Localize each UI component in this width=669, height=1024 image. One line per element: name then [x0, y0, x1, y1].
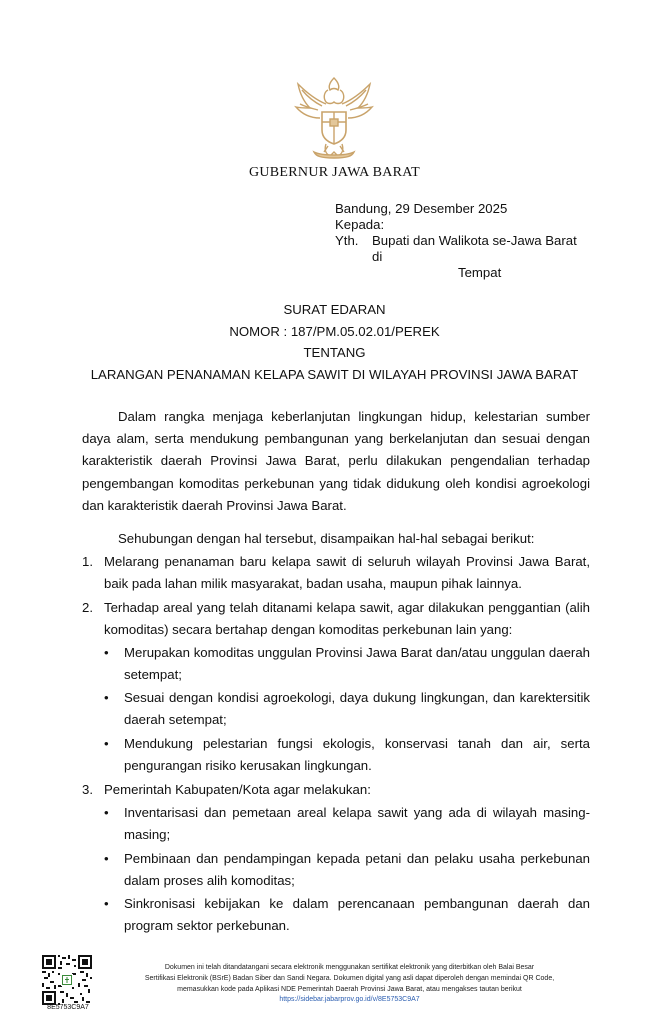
paragraph-1: Dalam rangka menjaga keberlanjutan lingkungan hidup, kelestarian sumber daya alam, serta mendukung pembangunan yang berkelanjutan dan sesuai dengan karakteristik daerah Provinsi Jawa Barat, perlu dilakukan pengendalian terhadap pengembangan komoditas perkebunan yang tidak didukung oleh kondisi agroekologi dan karakteristik daerah Provinsi Jawa Barat.	[82, 409, 590, 513]
letter-type: SURAT EDARAN	[283, 302, 386, 317]
item-3-bullet-2: Pembinaan dan pendampingan kepada petani dan pelaku usaha perkebunan dalam proses alih komoditas;	[124, 851, 590, 889]
qr-code-id: 8E5753C9A7	[47, 1004, 89, 1011]
bullet-icon: •	[104, 805, 109, 820]
paragraph-2: Sehubungan dengan hal tersebut, disampaikan hal-hal sebagai berikut:	[118, 531, 535, 546]
item-2-bullet-3: Mendukung pelestarian fungsi ekologis, konservasi tanah dan air, serta pengurangan risiko kerusakan lingkungan.	[124, 736, 590, 774]
bullet-icon: •	[104, 851, 109, 866]
item-2-bullet-2: Sesuai dengan kondisi agroekologi, daya dukung lingkungan, dan karektersitik daerah setempat;	[124, 690, 590, 728]
garuda-emblem-icon	[292, 74, 376, 160]
bullet-icon: •	[104, 896, 109, 911]
tentang-label: TENTANG	[303, 345, 366, 360]
item-2-number: 2.	[82, 600, 93, 615]
item-2-bullet-1: Merupakan komoditas unggulan Provinsi Jawa Barat dan/atau unggulan daerah setempat;	[124, 645, 590, 683]
letter-subject: LARANGAN PENANAMAN KELAPA SAWIT DI WILAYAH PROVINSI JAWA BARAT	[90, 367, 579, 382]
bullet-icon: •	[104, 690, 109, 705]
item-3-text: Pemerintah Kabupaten/Kota agar melakukan:	[104, 782, 371, 797]
item-1-text: Melarang penanaman baru kelapa sawit di seluruh wilayah Provinsi Jawa Barat, baik pada lahan milik masyarakat, badan usaha, maupun pihak lainnya.	[104, 554, 590, 592]
letter-number: NOMOR : 187/PM.05.02.01/PEREK	[229, 324, 440, 339]
bullet-icon: •	[104, 736, 109, 751]
item-2-text: Terhadap areal yang telah ditanami kelapa sawit, agar dilakukan penggantian (alih komoditas) secara bertahap dengan komoditas perkebunan lain yang:	[104, 600, 590, 638]
esign-note-line: Sertifikasi Elektronik (BSrE) Badan Siber dan Sandi Negara. Dokumen digital yang asli dapat diperoleh dengan memindai QR Code,	[144, 974, 555, 982]
qr-code-icon[interactable]	[42, 955, 92, 1005]
esign-note-line: memasukkan kode pada Aplikasi NDE Pemerintah Daerah Provinsi Jawa Barat, atau mengakses tautan berikut	[177, 985, 522, 993]
kepada-label: Kepada:	[335, 217, 385, 232]
tempat-label: Tempat	[458, 265, 502, 280]
di-label: di	[372, 249, 383, 264]
recipient: Bupati dan Walikota se-Jawa Barat	[372, 233, 577, 248]
item-1-number: 1.	[82, 554, 93, 569]
bullet-icon: •	[104, 645, 109, 660]
item-3-bullet-1: Inventarisasi dan pemetaan areal kelapa sawit yang ada di wilayah masing-masing;	[124, 805, 590, 843]
item-3-bullet-3: Sinkronisasi kebijakan ke dalam perencanaan pembangunan daerah dan program sektor perkebunan.	[124, 896, 590, 934]
letterhead-title: GUBERNUR JAWA BARAT	[248, 165, 421, 180]
yth-label: Yth.	[335, 233, 359, 248]
place-date: Bandung, 29 Desember 2025	[335, 201, 508, 216]
verification-link[interactable]: https://sidebar.jabarprov.go.id/v/8E5753C9A7	[279, 996, 420, 1004]
esign-note	[112, 963, 587, 1006]
esign-note-line: Dokumen ini telah ditandatangani secara elektronik menggunakan sertifikat elektronik yang diterbitkan oleh Balai Besar	[164, 964, 535, 971]
item-3-number: 3.	[82, 782, 93, 797]
